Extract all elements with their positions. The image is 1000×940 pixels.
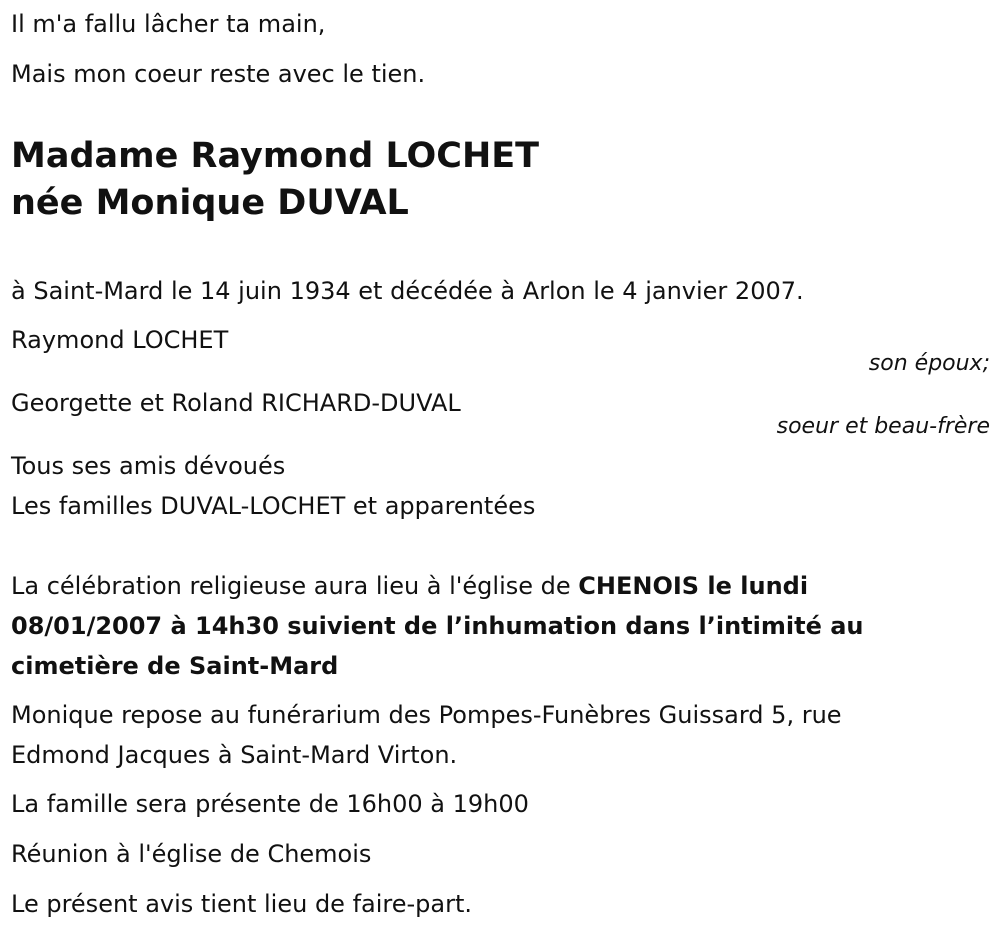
dates-line: à Saint-Mard le 14 juin 1934 et décédée à Arlon le 4 janvier 2007. [11,277,804,305]
meeting-place: Réunion à l'église de Chemois [11,840,372,868]
celebration-paragraph [11,566,911,686]
celebration-intro: La célébration religieuse aura lieu à l'église de [11,572,579,600]
poem-line-1: Il m'a fallu lâcher ta main, [11,10,326,38]
family-member-relation: son époux; [868,351,990,376]
funerarium-paragraph: Monique repose au funérarium des Pompes-Funèbres Guissard 5, rue Edmond Jacques à Saint-Mard Virton. [11,701,842,769]
deceased-name: Madame Raymond LOCHET [11,136,540,176]
family-member-relation: soeur et beau-frère [776,414,990,439]
celebration-details: CHENOIS le lundi 08/01/2007 à 14h30 suivient de l’inhumation dans l’intimité au cimetière de Saint-Mard [11,572,864,680]
families-line: Les familles DUVAL-LOCHET et apparentées [11,492,536,520]
notice-line: Le présent avis tient lieu de faire-part. [11,890,473,918]
poem-line-2: Mais mon coeur reste avec le tien. [11,60,426,88]
deceased-birth-name: née Monique DUVAL [11,183,409,223]
family-member-name: Georgette et Roland RICHARD-DUVAL [11,389,461,417]
visiting-hours: La famille sera présente de 16h00 à 19h00 [11,790,529,818]
family-member-name: Raymond LOCHET [11,326,229,354]
friends-line: Tous ses amis dévoués [11,452,286,480]
